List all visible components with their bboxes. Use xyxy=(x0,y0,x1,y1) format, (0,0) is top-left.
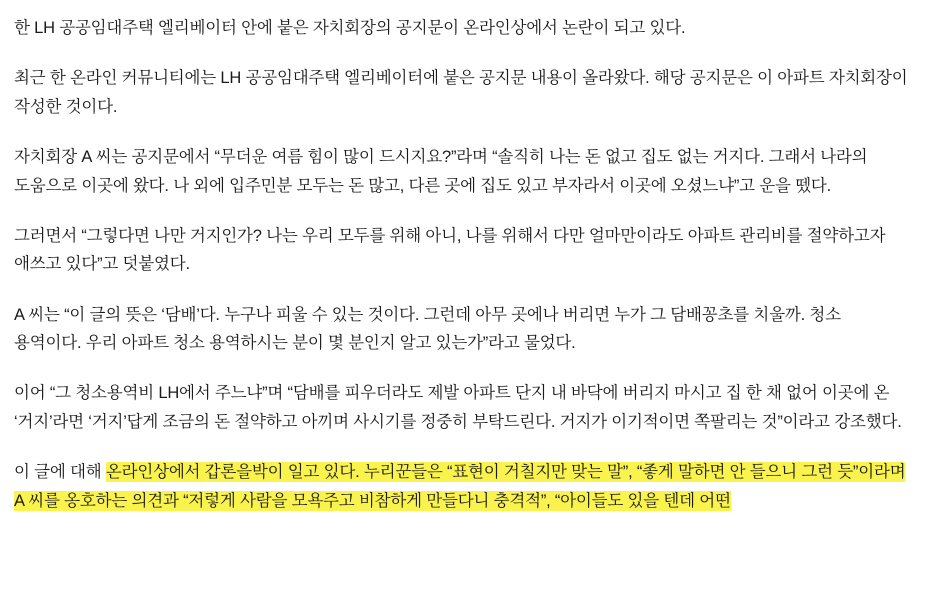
paragraph: A 씨는 “이 글의 뜻은 ‘담배’다. 누구나 피울 수 있는 것이다. 그런데 아무 곳에나 버리면 누가 그 담배꽁초를 치울까. 청소 용역이다. 우리 아파트 청소 용역하시는 분이 몇 분인지 알고 있는가”라고 물었다. xyxy=(14,305,841,352)
paragraph: 한 LH 공공임대주택 엘리베이터 안에 붙은 자치회장의 공지문이 온라인상에서 논란이 되고 있다. xyxy=(14,19,686,37)
paragraph: 이어 “그 청소용역비 LH에서 주느냐”며 “담배를 피우더라도 제발 아파트 단지 내 바닥에 버리지 마시고 집 한 채 없어 이곳에 온 ‘거지’라면 ‘거지’답게 조금의 돈 절약하고 아끼며 사시기를 정중히 부탁드린다. 거지가 이기적이면 쪽팔리는 것”이라고 강조했다. xyxy=(14,384,902,431)
paragraph: 최근 한 온라인 커뮤니티에는 LH 공공임대주택 엘리베이터에 붙은 공지문 내용이 올라왔다. 해당 공지문은 이 아파트 자치회장이 작성한 것이다. xyxy=(14,69,908,116)
paragraph: 자치회장 A 씨는 공지문에서 “무더운 여름 힘이 많이 드시지요?”라며 “솔직히 나는 돈 없고 집도 없는 거지다. 그래서 나라의 도움으로 이곳에 왔다. 나 외에 입주민분 모두는 돈 많고, 다른 곳에 집도 있고 부자라서 이곳에 오셨느냐”고 운을 뗐다. xyxy=(14,148,868,195)
paragraph: 그러면서 “그렇다면 나만 거지인가? 나는 우리 모두를 위해 아니, 나를 위해서 다만 얼마만이라도 아파트 관리비를 절약하고자 애쓰고 있다”고 덧붙였다. xyxy=(14,226,886,274)
highlighted-text: 온라인상에서 갑론을박이 일고 있다. 누리꾼들은 “표현이 거칠지만 맞는 말”, “좋게 말하면 안 들으니 그런 듯”이라며 A 씨를 옹호하는 의견과 “저렇게 사람을 모욕주고 비참하게 만들다니 충격적”, “아이들도 있을 텐데 어떤 xyxy=(14,463,906,510)
paragraph-highlighted: 이 글에 대해 온라인상에서 갑론을박이 일고 있다. 누리꾼들은 “표현이 거칠지만 맞는 말”, “좋게 말하면 안 들으니 그런 듯”이라며 A 씨를 옹호하는 의견과 “저렇게 사람을 모욕주고 비참하게 만들다니 충격적”, “아이들도 있을 텐데 어떤 xyxy=(14,463,906,510)
